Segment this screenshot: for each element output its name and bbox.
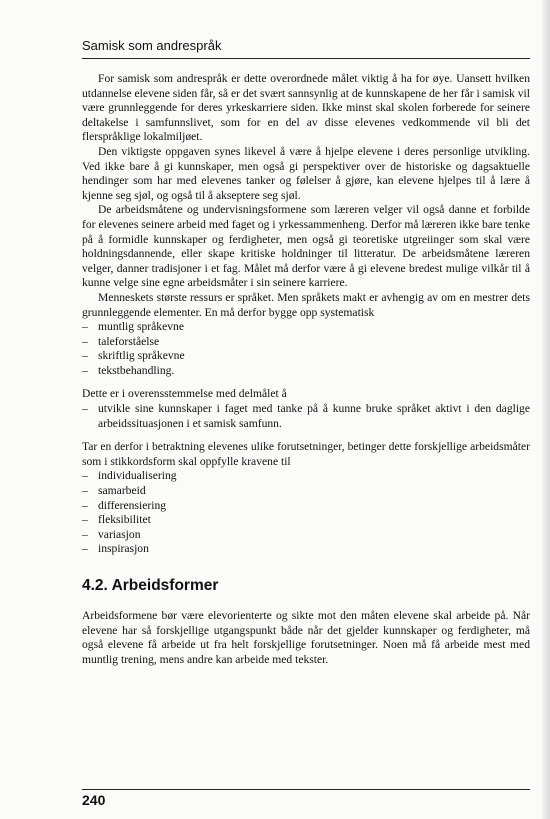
section-paragraph: Arbeidsformene bør være elevorienterte og sikte mot den måten elevene skal arbeide på. Når elevene har så forskjellige utgangspunkt både når det gjelder kunnskaper og ferdigheter, må også elevene få arbeide ut fra helt forskjellige forutsetninger. Noen må få arbeide mest med muntlig trening, mens andre kan arbeide med tekster.: [82, 609, 530, 666]
list-dash: –: [82, 334, 88, 348]
list-item: [82, 469, 530, 484]
list-item-text: taleforståelse: [98, 334, 160, 348]
list-item: [82, 513, 530, 528]
paragraph: For samisk som andrespråk er dette overordnede målet viktig å ha for øye. Uansett hvilken utdannelse elevene siden får, så er det svært sannsynlig at de kunnskapene de her får i samisk vil være grunnleggende for deres yrkeskarriere siden. Ikke minst skal skolen forberede for seinere deltakelse i samfunnslivet, som for en del av disse elevenes vedkommende vil bli det flerspråklige lokalmiljøet.: [82, 72, 530, 144]
list-dash: –: [82, 484, 88, 498]
concordance-intro: Dette er i overensstemmelse med delmålet å: [82, 387, 287, 401]
list-dash: –: [82, 349, 88, 363]
paragraph: Den viktigste oppgaven synes likevel å være å hjelpe elevene i deres personlige utvikling. Ved ikke bare å gi kunnskaper, men også gi perspektiver over de historiske og dagsaktuelle hendinger som har med elevenes tanker og følelser å gjøre, kan elevene hjelpes til å lære å kjenne seg sjøl, og også til å akseptere seg sjøl.: [82, 144, 530, 202]
list-dash: –: [82, 498, 88, 512]
list-item: [82, 364, 530, 379]
list-dash: –: [82, 469, 88, 483]
list-dash: –: [82, 542, 88, 556]
list-item: [82, 402, 530, 431]
concordance-list: [82, 402, 530, 431]
page-number: 240: [82, 792, 106, 808]
list-dash: –: [82, 402, 88, 416]
page-edge-shadow: [542, 0, 550, 819]
list-item: [82, 499, 530, 514]
list-item-text: tekstbehandling.: [98, 363, 175, 377]
list-item: [82, 484, 530, 499]
footer-rule: [82, 789, 530, 790]
list-item: [82, 349, 530, 364]
list-item-text: inspirasjon: [98, 542, 149, 556]
header-rule: [82, 58, 530, 59]
methods-intro: Tar en derfor i betraktning elevenes ulike forutsetninger, betinger dette forskjellige arbeidsmåter som i stikkordsform skal oppfylle kravene til: [82, 440, 530, 468]
paragraph: De arbeidsmåtene og undervisningsformene som læreren velger vil også danne et forbilde for elevenes seinere arbeid med faget og i yrkessammenheng. Derfor må læreren ikke bare tenke på å formidle kunnskaper og ferdigheter, men også gi teoretiske utgreiinger som skal være holdningsdannende, eller skape kritiske holdninger til litteratur. De arbeidsmåtene læreren velger, danner tradisjoner i et fag. Målet må derfor være å gi elevene bredest mulige vilkår til å kunne velge sine egne arbeidsmåter i sin seinere karriere.: [82, 203, 530, 290]
list-dash: –: [82, 320, 88, 334]
methods-list: [82, 469, 530, 557]
list-item: [82, 335, 530, 350]
skills-list: [82, 320, 530, 378]
list-dash: –: [82, 513, 88, 527]
list-item: [82, 528, 530, 543]
list-item-text: samarbeid: [98, 484, 146, 498]
list-item-text: fleksibilitet: [98, 513, 151, 527]
running-header-title: Samisk som andrespråk: [82, 38, 222, 53]
list-dash: –: [82, 527, 88, 541]
list-item-text: differensiering: [98, 498, 167, 512]
paragraph: Menneskets største ressurs er språket. Men språkets makt er avhengig av om en mestrer dets grunnleggende elementer. En må derfor bygge opp systematisk: [82, 290, 530, 319]
list-item: [82, 320, 530, 335]
section-heading: 4.2. Arbeidsformer: [82, 577, 219, 594]
list-item-text: individualisering: [98, 469, 177, 483]
list-item: [82, 542, 530, 557]
list-item-text: muntlig språkevne: [98, 320, 184, 334]
list-dash: –: [82, 363, 88, 377]
list-item-text: variasjon: [98, 527, 141, 541]
body-text: [82, 72, 530, 667]
list-item-text: utvikle sine kunnskaper i faget med tanke på å kunne bruke språket aktivt i den daglige arbeidssituasjonen i et samisk samfunn.: [98, 402, 530, 430]
list-item-text: skriftlig språkevne: [98, 349, 185, 363]
